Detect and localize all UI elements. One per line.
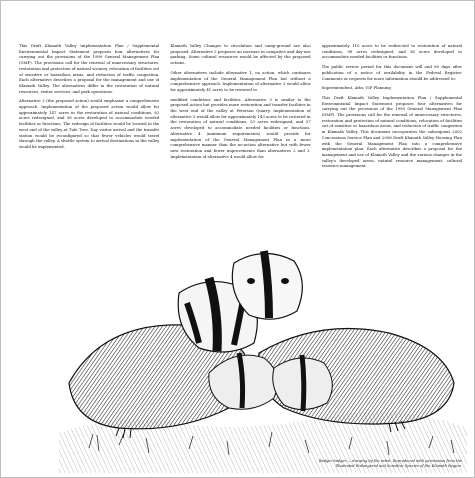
text-column-right	[322, 43, 462, 243]
caption-line: Badger badger — drawing by the artist. Reproduced with permission from the	[319, 459, 462, 463]
text-column-left	[19, 43, 159, 243]
paragraph: Klamath Valley Changes to circulation and camp-ground are also proposed. Alternative 2 proposes an increase in campsites and day-use parking. Some cultural resources would be affected by the proposed actions.	[170, 43, 311, 66]
paragraph: The public review period for this document will end 60 days after publication of a notice of availability in the Federal Register. Comments or requests for more information should be addressed to:	[321, 64, 462, 81]
illustration-caption	[252, 459, 462, 469]
paragraph: Alternative 2 (the proposed action) would emphasize a comprehensive approach. Implementation of the proposed action would allow for approximately 147 acres in the restoration of natural conditions, 62 acres redesigned, and 38 acres developed to accommodate needed facilities or functions. The redesign of facilities would be located in the west end of the valley at Tule Tree. Day visitor arrival and the transfer station would be reconfigured so that fewer vehicles would travel through the valley. A shuttle system to arrival destinations in the valley would be implemented.	[19, 98, 160, 149]
paragraph: modified conditions and facilities. Alternative 3 is similar to the proposed action but provides more restoration and transfer facilities in the west end of the valley at Peterson Quarry. Implementation of alternative 3 would allow for approximately 143 acres to be restored in the restoration of natural conditions, 53 acres redesigned, and 37 acres developed to accommodate needed facilities or functions. Alternative 4 (minimum requirements) would provide for implementation of the General Management Plan in a more comprehensive manner than the no-action alternative but with fewer new restoration and fewer improvements than alternatives 2 and 3. Implementation of alternative 4 would allow for	[170, 96, 311, 159]
text-columns	[19, 43, 462, 243]
paragraph: Superintendent, Attn: VIP Planning	[321, 85, 391, 91]
text-column-middle	[170, 43, 310, 243]
paragraph: This Draft Klamath Valley Implementation Plan / Supplemental Environmental Impact Statement proposes four alternatives for carrying out the provisions of the 1999 General Management Plan (GMP). The provisions call for the renewal of unnecessary structures, restoration and protection of natural scenery, relocation of facilities out of sensitive or hazardous areas, and reduction of traffic congestion. Each alternative describes a proposal for the management and use of Klamath Valley. The alternatives differ in the restoration of natural resources, visitor services, and park operations.	[19, 43, 160, 94]
paragraph: This Draft Klamath Valley Implementation Plan / Supplemental Environmental Impact Statement proposes four alternatives for carrying out the provisions of the 1999 General Management Plan (GMP). The provisions call for the renewal of unnecessary structures, restoration and protection of natural conditions, relocation of facilities out of sensitive or hazardous areas, and reduction of traffic congestion in Klamath Valley. This document incorporates the subsequent 2002 Concessions Service Plan and 2006 Draft Klamath Valley Housing Plan with the General Management Plan into a comprehensive implementation plan. Each alternative describes a proposal for the management and use of Klamath Valley and the various changes in the valley's developed areas, natural resource management, cultural resource management.	[321, 94, 462, 169]
paragraph: approximately 110 acres to be redirected to restoration of natural conditions, 98 acres redesigned, and 36 acres developed to accommodate needed facilities or functions.	[321, 43, 462, 60]
badger-illustration	[59, 233, 467, 473]
caption-line: Illustrated Endangered and Sensitive Species of the Klamath Region.	[335, 464, 462, 468]
paragraph: Other alternatives include alternative 1, no action, which continues implementation of the General Management Plan but without a comprehensive approach. Implementation of alternative 3 would allow for approximately 41 acres to be restored to	[170, 69, 311, 92]
